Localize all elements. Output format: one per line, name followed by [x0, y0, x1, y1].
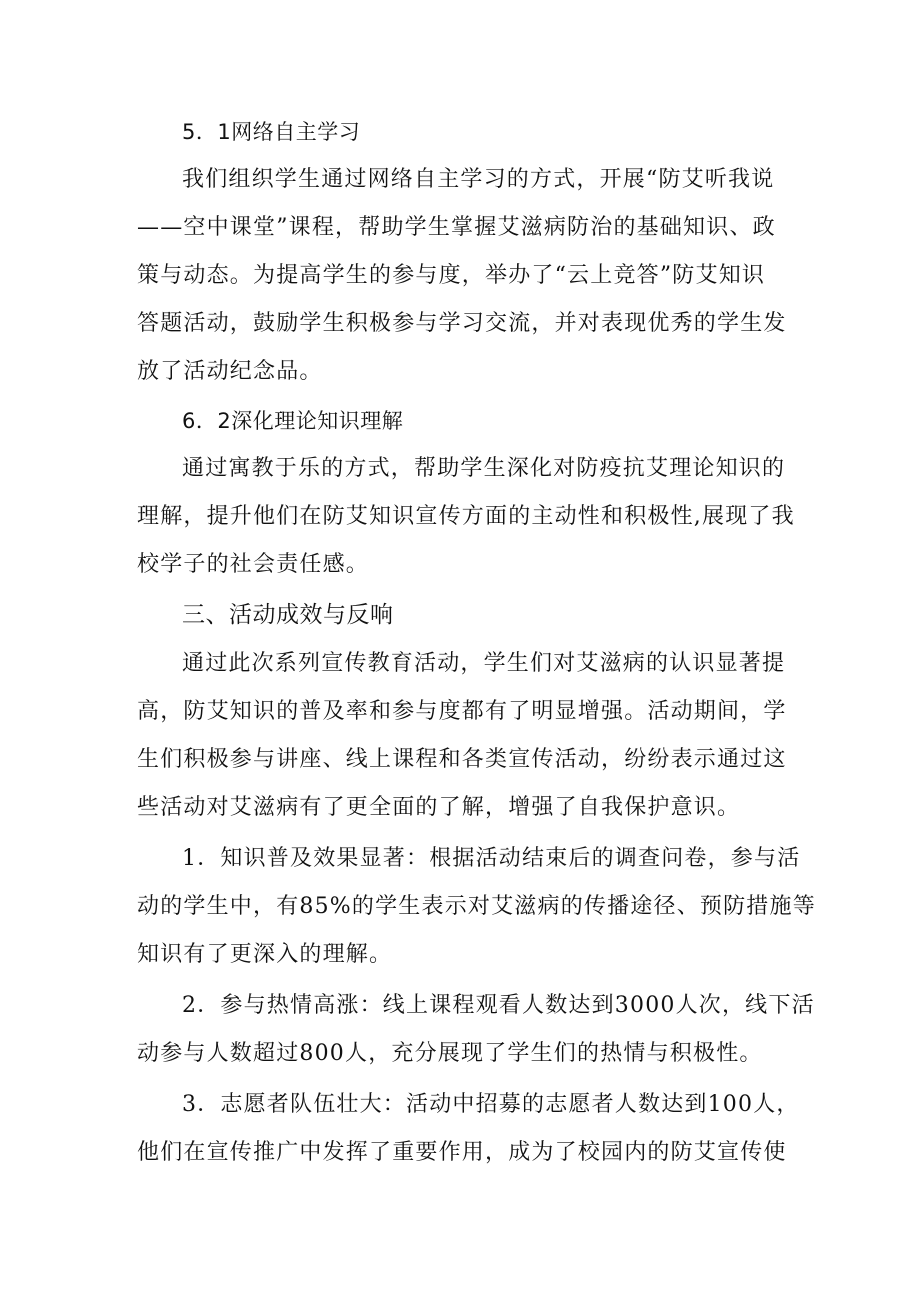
paragraph-line: 高，防艾知识的普及率和参与度都有了明显增强。活动期间，学: [137, 699, 787, 724]
paragraph-line: 我们组织学生通过网络自主学习的方式，开展“防艾听我说: [182, 167, 775, 192]
section-heading-3: 三、活动成效与反响: [182, 602, 394, 628]
paragraph-line: ——空中课堂”课程，帮助学生掌握艾滋病防治的基础知识、政: [137, 215, 776, 240]
paragraph-line: 校学子的社会责任感。: [137, 552, 370, 577]
paragraph-line: 他们在宣传推广中发挥了重要作用，成为了校园内的防艾宣传使: [137, 1140, 787, 1165]
paragraph-line: 些活动对艾滋病有了更全面的了解，增强了自我保护意识。: [137, 795, 741, 820]
section-heading-5-1: 5．1网络自主学习: [182, 120, 361, 144]
paragraph-line: 知识有了更深入的理解。: [137, 942, 393, 967]
paragraph-line: 理解，提升他们在防艾知识宣传方面的主动性和积极性,展现了我: [137, 504, 795, 529]
list-item-2: 2．参与热情高涨：线上课程观看人数达到3000人次，线下活: [182, 993, 815, 1018]
paragraph-line: 放了活动纪念品。: [137, 359, 323, 384]
paragraph-line: 生们积极参与讲座、线上课程和各类宣传活动，纷纷表示通过这: [137, 747, 787, 772]
paragraph-line: 动参与人数超过800人，充分展现了学生们的热情与积极性。: [137, 1041, 763, 1066]
list-item-1: 1．知识普及效果显著：根据活动结束后的调查问卷，参与活: [182, 846, 801, 871]
paragraph-line: 答题活动，鼓励学生积极参与学习交流，并对表现优秀的学生发: [137, 311, 787, 336]
list-item-3: 3．志愿者队伍壮大：活动中招募的志愿者人数达到100人，: [182, 1092, 800, 1117]
paragraph-line: 通过寓教于乐的方式，帮助学生深化对防疫抗艾理论知识的: [182, 456, 786, 481]
paragraph-line: 通过此次系列宣传教育活动，学生们对艾滋病的认识显著提: [182, 651, 786, 676]
section-heading-6-2: 6．2深化理论知识理解: [182, 409, 404, 433]
paragraph-line: 动的学生中，有85%的学生表示对艾滋病的传播途径、预防措施等: [137, 894, 816, 919]
paragraph-line: 策与动态。为提高学生的参与度，举办了“云上竞答”防艾知识: [137, 263, 766, 288]
